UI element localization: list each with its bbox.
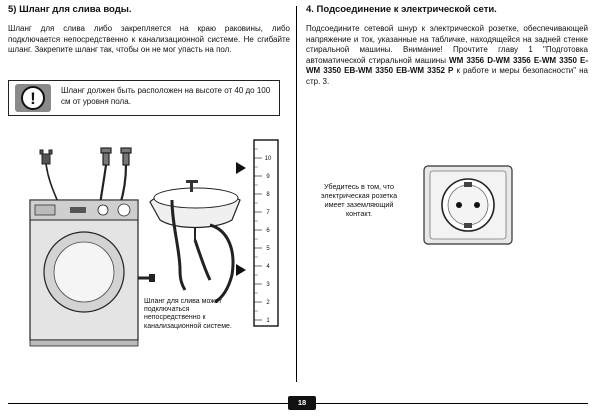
- ruler-label: 2: [266, 300, 270, 306]
- electrical-paragraph-part2: к работе и меры безопасности" на стр. 3.: [306, 66, 588, 86]
- drain-hose-paragraph: Шланг для слива либо закрепляется на краю раковины, либо подключается непосредственно к канализационной системе. Не сгибайте шланг. Закрепите шланг так, чтобы он не мог упасть на пол.: [8, 24, 290, 55]
- water-tap-icon: [101, 148, 131, 165]
- arrow-right-icon: [236, 162, 246, 276]
- power-socket-icon: [424, 166, 512, 244]
- ruler-label: 5: [266, 246, 270, 252]
- ruler-label: 1: [266, 318, 270, 324]
- electrical-paragraph-part1: Подсоедините сетевой шнур к электрической розетке, обеспечивающей напряжение и ток, указанные на табличке, находящейся на задней стенке стиральной машины. Внимание! Прочтите главу 1 "Подготовка автоматической стиральной машины: [306, 24, 588, 65]
- warning-icon-plate: [15, 84, 51, 112]
- power-plug-icon: [40, 150, 52, 164]
- right-column: [306, 4, 588, 88]
- model-numbers: WM 3356 D-WM 3356 E-WM 3350 E-WM 3350 EB-WM 3350 EB-WM 3352 P: [306, 55, 588, 76]
- drain-caption: Шланг для слива может подключаться непосредственно к канализационной системе.: [144, 298, 232, 330]
- ruler-label: 7: [266, 210, 270, 216]
- warning-text: Шланг должен быть расположен на высоте от 40 до 100 см от уровня пола.: [61, 86, 271, 106]
- page-number: 18: [288, 396, 316, 410]
- ruler-label: 8: [266, 192, 270, 198]
- left-column: [8, 4, 290, 56]
- socket-illustration: [416, 162, 520, 248]
- socket-caption: Убедитесь в том, что электрическая розетка имеет заземляющий контакт.: [320, 182, 398, 218]
- ruler-label: 6: [266, 228, 270, 234]
- exclamation-icon: !: [21, 86, 45, 110]
- ruler-label: 4: [266, 264, 270, 270]
- washing-machine-icon: [30, 200, 138, 346]
- electrical-heading: 4. Подсоединение к электрической сети.: [306, 4, 497, 15]
- electrical-paragraph: [306, 24, 588, 88]
- drain-hose-illustration: [0, 130, 296, 400]
- height-ruler: [254, 140, 278, 326]
- vertical-divider: [296, 6, 297, 382]
- warning-box: [8, 80, 280, 116]
- ruler-label: 9: [266, 174, 270, 180]
- ruler-label: 3: [266, 282, 270, 288]
- ruler-label: 10: [264, 156, 272, 162]
- drain-hose-heading: 5) Шланг для слива воды.: [8, 4, 132, 15]
- sink-icon: [150, 180, 240, 240]
